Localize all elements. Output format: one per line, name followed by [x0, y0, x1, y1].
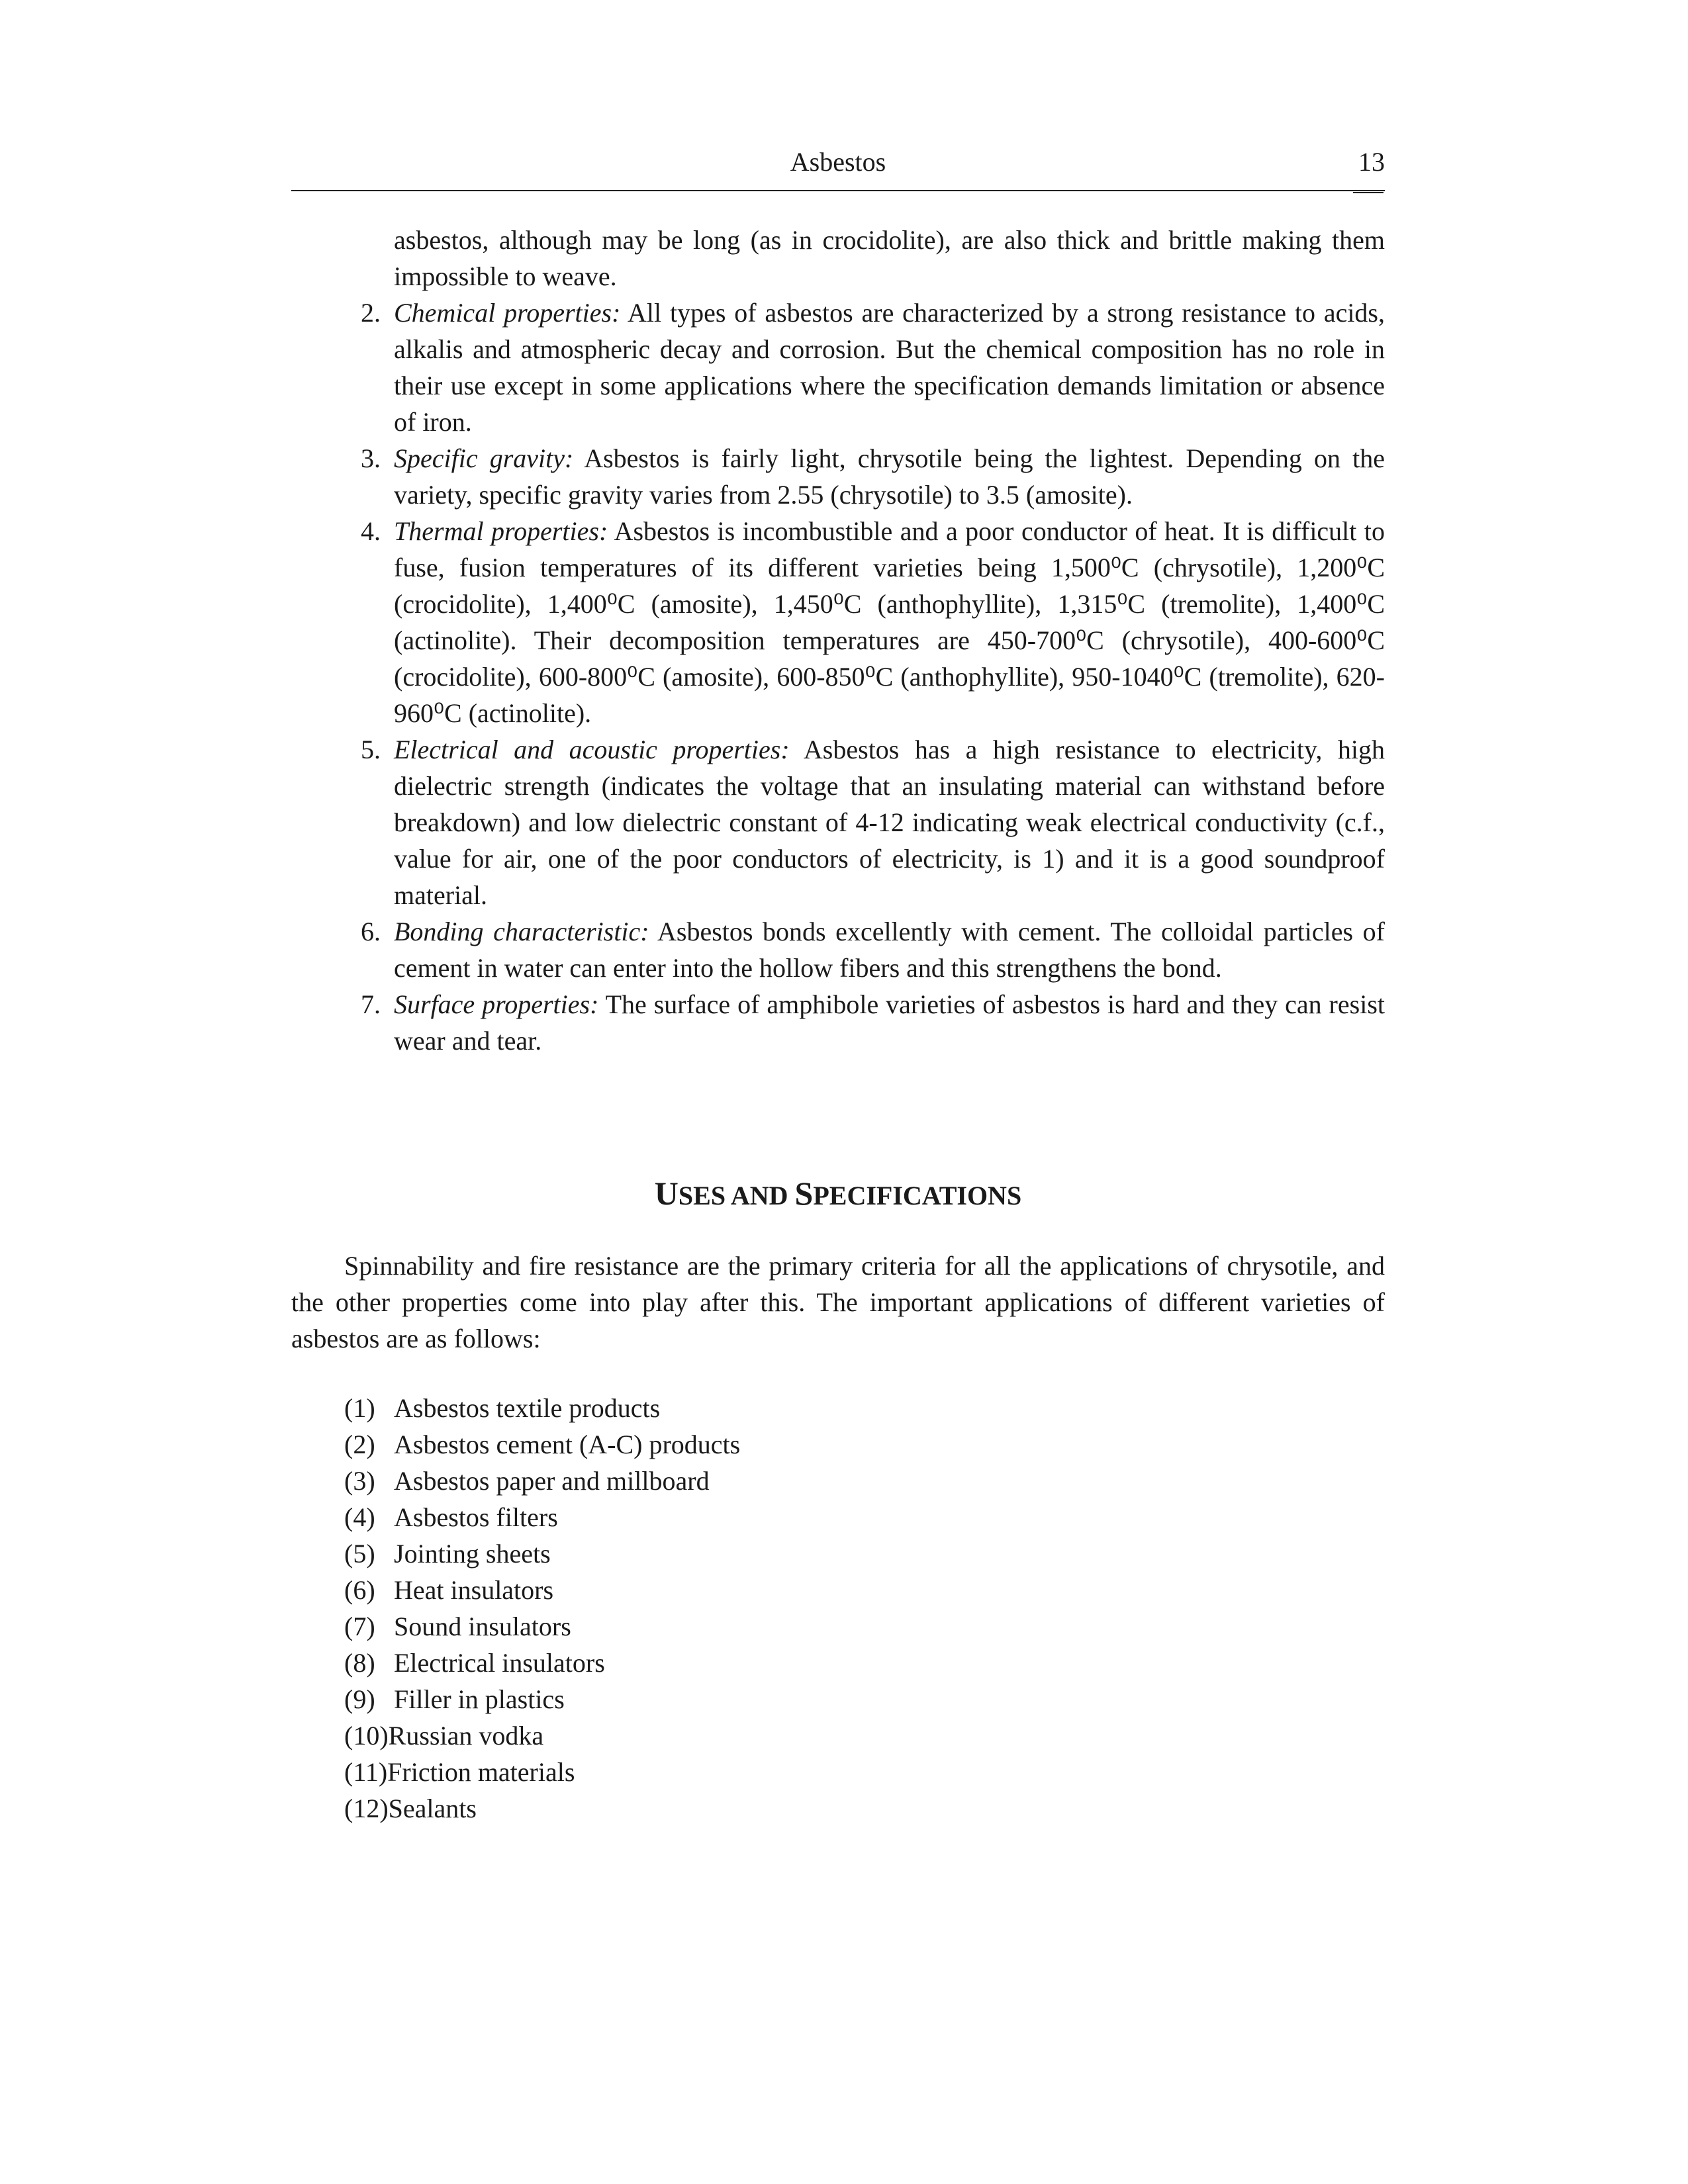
property-label: Surface properties: [394, 989, 599, 1019]
heading-smallcaps: SES AND [678, 1181, 795, 1210]
use-item [344, 1426, 1271, 1463]
use-item [344, 1790, 1271, 1827]
use-text: Electrical insulators [394, 1648, 605, 1678]
use-number: (7) [344, 1612, 375, 1641]
use-text: Asbestos textile products [394, 1393, 661, 1423]
use-text: Asbestos paper and millboard [394, 1466, 710, 1496]
use-number: (5) [344, 1539, 375, 1569]
intro-paragraph: Spinnability and fire resistance are the primary criteria for all the applications of chrysotile, and the other properties come into play after this. The important applications of different varieties of asbestos are as follows: [291, 1251, 1385, 1353]
use-number: (9) [344, 1684, 375, 1714]
use-text: Heat insulators [394, 1575, 554, 1605]
use-item [344, 1717, 1271, 1754]
property-label: Electrical and acoustic properties: [394, 735, 790, 764]
property-text: Asbestos has a high resistance to electricity, high dielectric strength (indicates the voltage that an insulating material can withstand before breakdown) and low dielectric constant of 4-12 indicating weak electrical conductivity (c.f., value for air, one of the poor conductors of electricity, is 1) and it is a good soundproof material. [394, 735, 1385, 910]
property-item-surface [361, 986, 1385, 1059]
use-text: Jointing sheets [394, 1539, 551, 1569]
property-item-bonding [361, 913, 1385, 986]
continuation-paragraph: asbestos, although may be long (as in crocidolite), are also thick and brittle making them impossible to weave. [394, 225, 1385, 291]
property-item-chemical [361, 295, 1385, 440]
property-label: Specific gravity: [394, 443, 574, 473]
property-text: All types of asbestos are characterized by a strong resistance to acids, alkalis and atmospheric decay and corrosion. But the chemical composition has no role in their use except in some applications where the specification demands limitation or absence of iron. [394, 298, 1385, 437]
use-number: (2) [344, 1430, 375, 1459]
property-text: Asbestos is fairly light, chrysotile being the lightest. Depending on the variety, specific gravity varies from 2.55 (chrysotile) to 3.5 (amosite). [394, 443, 1385, 510]
property-text: The surface of amphibole varieties of asbestos is hard and they can resist wear and tear. [394, 989, 1385, 1056]
use-item [344, 1390, 1271, 1426]
page-number-rule [1353, 192, 1383, 193]
running-header [291, 139, 1385, 185]
use-item [344, 1499, 1271, 1535]
use-item [344, 1608, 1271, 1645]
heading-initial: U [654, 1175, 679, 1212]
use-item [344, 1645, 1271, 1681]
use-text: Friction materials [387, 1757, 575, 1787]
use-number: (8) [344, 1648, 375, 1678]
property-label: Thermal properties: [394, 516, 608, 546]
use-number: (6) [344, 1575, 375, 1605]
use-text: Asbestos cement (A-C) products [394, 1430, 741, 1459]
property-label: Chemical properties: [394, 298, 621, 328]
heading-smallcaps: PECIFICATIONS [813, 1181, 1022, 1210]
use-text: Sound insulators [394, 1612, 571, 1641]
property-number: 5. [361, 735, 381, 764]
property-item-specific-gravity [361, 440, 1385, 513]
property-label: Bonding characteristic: [394, 917, 649, 946]
property-text: Asbestos is incombustible and a poor conductor of heat. It is difficult to fuse, fusion temperatures of its different varieties being 1,500⁰C (chrysotile), 1,200⁰C (crocidolite), 1,400⁰C (amosite), 1,450⁰C (anthophyllite), 1,315⁰C (tremolite), 1,400⁰C (actinolite). Their decomposition temperatures are 450-700⁰C (chrysotile), 400-600⁰C (crocidolite), 600-800⁰C (amosite), 600-850⁰C (anthophyllite), 950-1040⁰C (tremolite), 620-960⁰C (actinolite). [394, 516, 1385, 728]
use-text: Asbestos filters [394, 1502, 558, 1532]
use-number: (3) [344, 1466, 375, 1496]
use-text: Filler in plastics [394, 1684, 565, 1714]
header-rule [291, 190, 1385, 191]
use-number: (4) [344, 1502, 375, 1532]
property-number: 4. [361, 516, 381, 546]
use-item [344, 1754, 1271, 1790]
property-number: 7. [361, 989, 381, 1019]
use-item [344, 1463, 1271, 1499]
heading-initial: S [794, 1175, 814, 1212]
use-text: Sealants [388, 1794, 477, 1823]
use-number: (1) [344, 1393, 375, 1423]
use-text: Russian vodka [388, 1721, 544, 1751]
use-number: (12) [344, 1794, 389, 1823]
property-item-electrical-acoustic [361, 731, 1385, 913]
property-item-thermal [361, 513, 1385, 731]
running-title: Asbestos [790, 147, 886, 177]
use-item [344, 1681, 1271, 1717]
property-number: 2. [361, 298, 381, 328]
section-heading [291, 1170, 1385, 1219]
property-text: Asbestos bonds excellently with cement. The colloidal particles of cement in water can enter into the hollow fibers and this strengthens the bond. [394, 917, 1385, 983]
use-number: (11) [344, 1757, 388, 1787]
use-item [344, 1572, 1271, 1608]
use-item [344, 1535, 1271, 1572]
uses-list [344, 1390, 1271, 1827]
use-number: (10) [344, 1721, 389, 1751]
property-number: 6. [361, 917, 381, 946]
property-number: 3. [361, 443, 381, 473]
properties-list [361, 295, 1385, 1059]
page-number: 13 [1358, 147, 1385, 177]
